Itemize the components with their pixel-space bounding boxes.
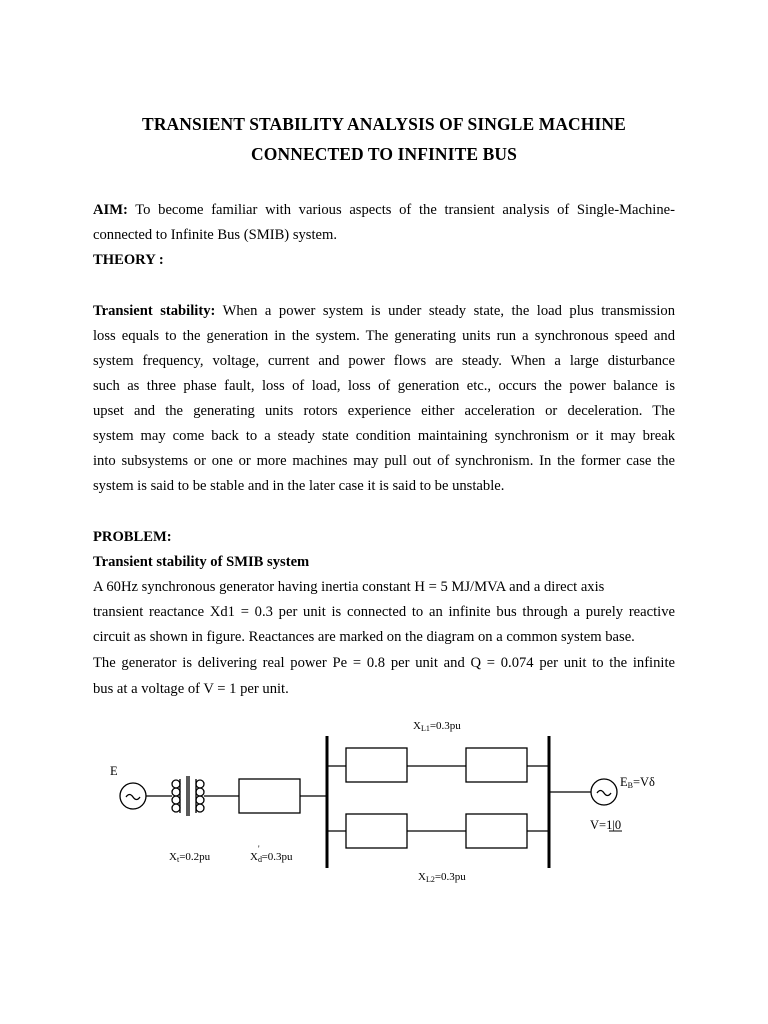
problem-line-2: transient reactance Xd1 = 0.3 per unit is connected to an infinite bus through a purely reactive (93, 604, 675, 620)
transient-line-7: into subsystems or one or more machines may pull out of synchronism. In the former case the (93, 453, 675, 469)
xl2-box-1 (346, 814, 407, 848)
transient-text-1: When a power system is under steady state, the load plus transmission (222, 303, 675, 319)
sine-wave-icon (126, 795, 140, 800)
transient-line-3: system frequency, voltage, current and power flows are steady. When a large disturbance (93, 353, 675, 369)
source-label: E (110, 764, 118, 778)
transient-line-2: loss equals to the generation in the system. The generating units run a synchronous speed and (93, 328, 675, 344)
xt-label: Xt=0.2pu (169, 851, 211, 864)
xd-label: Xd'=0.3pu (250, 844, 293, 864)
aim-label: AIM: (93, 202, 128, 218)
problem-line-3: circuit as shown in figure. Reactances are marked on the diagram on a common system base. (93, 629, 635, 645)
xl1-box-2 (466, 748, 527, 782)
theory-heading: THEORY : (93, 252, 164, 268)
transient-label: Transient stability: (93, 303, 216, 319)
transient-line-8: system is said to be stable and in the later case it is said to be unstable. (93, 478, 505, 494)
transient-line-5: upset and the generating units rotors experience either acceleration or deceleration. The (93, 403, 675, 419)
xd-reactance-box (239, 779, 300, 813)
infinite-bus-sine-icon (597, 791, 611, 796)
transformer-icon (172, 776, 204, 816)
xl2-label: XL2=0.3pu (418, 871, 466, 884)
eb-label: EB=Vδ (620, 775, 655, 790)
problem-subheading: Transient stability of SMIB system (93, 554, 310, 570)
xl1-label: XL1=0.3pu (413, 720, 461, 733)
problem-heading: PROBLEM: (93, 529, 172, 545)
title-line-1: TRANSIENT STABILITY ANALYSIS OF SINGLE MACHINE (142, 114, 626, 134)
problem-line-4: The generator is delivering real power Pe = 0.8 per unit and Q = 0.074 per unit to the infinite (93, 655, 675, 671)
transient-line-6: system may come back to a steady state condition maintaining synchronism or it may break (93, 428, 675, 444)
transient-line-4: such as three phase fault, loss of load, loss of generation etc., occurs the power balance is (93, 378, 675, 394)
title-line-2: CONNECTED TO INFINITE BUS (251, 144, 517, 164)
problem-line-1: A 60Hz synchronous generator having inertia constant H = 5 MJ/MVA and a direct axis (93, 579, 605, 595)
xl1-box-1 (346, 748, 407, 782)
problem-line-5: bus at a voltage of V = 1 per unit. (93, 681, 289, 697)
v-label: V=1|0 (590, 818, 622, 832)
xl2-box-2 (466, 814, 527, 848)
aim-line-2: connected to Infinite Bus (SMIB) system. (93, 227, 338, 243)
aim-text-1: To become familiar with various aspects of the transient analysis of Single-Machine- (135, 202, 675, 218)
